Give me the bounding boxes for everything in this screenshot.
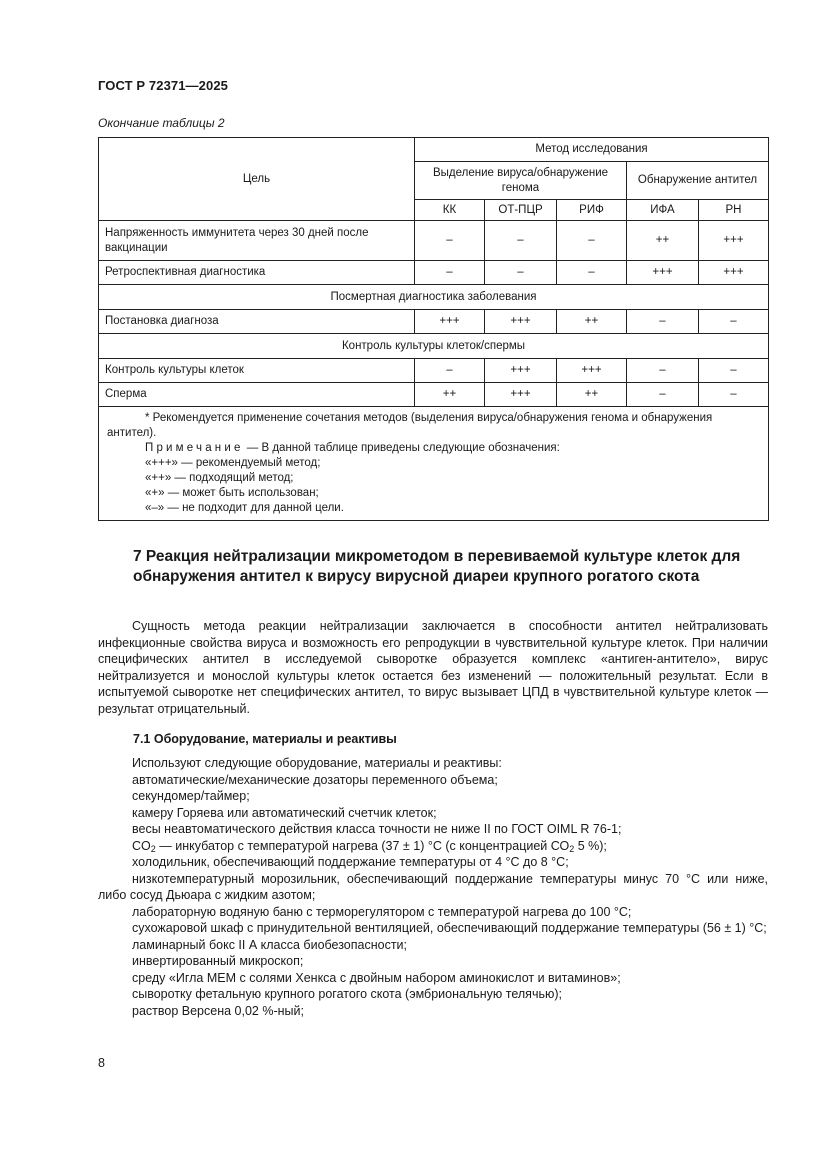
equipment-list [98,755,768,1019]
note-label: Примечание [145,442,244,454]
table-notes [99,407,769,521]
list-item: камеру Горяева или автоматический счетчик клеток; [132,805,437,820]
col-header: КК [415,200,485,221]
table-cell: +++ [699,221,769,261]
table-cell: – [415,359,485,383]
col-header: РН [699,200,769,221]
section-row-culture: Контроль культуры клеток/спермы [99,334,769,359]
section-row-postmortem: Посмертная диагностика заболевания [99,285,769,310]
list-item: секундомер/таймер; [132,789,250,803]
table-cell: ++ [557,383,627,407]
legend-item: «+++» — рекомендуемый метод; [145,457,321,469]
list-item: среду «Игла МЕМ с солями Хенкса с двойным набором аминокислот и витаминов»; [132,970,621,985]
methods-table [98,137,769,521]
section-title: 7 Реакция нейтрализации микрометодом в перевиваемой культуре клеток для обнаружения антител к вирусу вирусной диареи крупного рогатого скота [133,548,741,585]
note-text: — В данной таблице приведены следующие обозначения: [243,442,560,454]
co2-text: 5 %); [574,838,607,853]
section-paragraph: Сущность метода реакции нейтрализации заключается в способности антител нейтрализовать инфекционные свойства вируса и возможность его репродукции в чувствительной культуре клеток. При наличии специфических антител в исследуемой сыворотке образуется комплекс «антиген-антитело», вирус нейтрализуется и монослой культуры клеток остается без изменений — положительный результат. Если в испытуемой сыворотке нет специфических антител, то вирус вызывает ЦПД в чувствительной культуре клеток — результат отрицательный. [98,619,768,716]
header-method: Метод исследования [415,138,769,162]
table-row [99,261,769,285]
table-cell: – [627,359,699,383]
list-item: сыворотку фетальную крупного рогатого скота (эмбриональную телячью); [132,987,562,1001]
table-cell: ++ [415,383,485,407]
co2-text: CO [132,838,151,853]
row-label: Напряженность иммунитета через 30 дней после вакцинации [99,221,415,261]
table-cell: – [415,221,485,261]
co2-subscript: 2 [569,843,575,854]
table-cell: – [699,383,769,407]
header-group-isolation: Выделение вируса/обнаружение генома [415,162,627,200]
table-cell: – [627,310,699,334]
col-header: ОТ-ПЦР [485,200,557,221]
table-cell: – [557,261,627,285]
table-cell: – [699,359,769,383]
table-row [99,359,769,383]
co2-text: — инкубатор с температурой нагрева (37 ± 1) °С (с концентрацией СО [155,838,570,853]
table-note [107,441,760,456]
subsection-title: 7.1 Оборудование, материалы и реактивы [133,732,397,746]
row-label: Постановка диагноза [99,310,415,334]
list-item: сухожаровой шкаф с принудительной вентиляцией, обеспечивающий поддержание температуры (56 ± 1) °С; [132,921,767,935]
legend-item: «++» — подходящий метод; [145,472,294,484]
page-number: 8 [98,1056,105,1070]
table-cell: +++ [557,359,627,383]
legend-item: «+» — может быть использован; [145,487,319,499]
table-row [99,221,769,261]
table-cell: +++ [627,261,699,285]
row-label: Контроль культуры клеток [99,359,415,383]
list-item: холодильник, обеспечивающий поддержание температуры от 4 °С до 8 °С; [132,855,569,869]
legend-item: «–» — не подходит для данной цели. [145,502,344,514]
list-item: ламинарный бокс II А класса биобезопасности; [132,937,408,952]
col-header: РИФ [557,200,627,221]
table-cell: – [627,383,699,407]
table-cell: ++ [557,310,627,334]
page-header-standard: ГОСТ Р 72371—2025 [98,78,228,93]
list-item-co2-incubator [98,838,768,855]
table-cell: – [699,310,769,334]
table-cell: – [415,261,485,285]
table-cell: +++ [485,359,557,383]
row-label: Сперма [99,383,415,407]
table-cell: +++ [485,310,557,334]
table-cell: – [485,261,557,285]
list-item: лабораторную водяную баню с терморегулятором с температурой нагрева до 100 °С; [132,904,632,919]
col-header: ИФА [627,200,699,221]
row-label: Ретроспективная диагностика [99,261,415,285]
table-cell: +++ [415,310,485,334]
table-cell: – [485,221,557,261]
table-cell: +++ [485,383,557,407]
list-item: низкотемпературный морозильник, обеспечивающий поддержание температуры минус 70 °С или ниже, либо сосуд Дьюара с жидким азотом; [98,871,768,902]
header-group-antibodies: Обнаружение антител [627,162,769,200]
table-caption: Окончание таблицы 2 [98,116,225,130]
list-item: инвертированный микроскоп; [132,954,304,968]
co2-subscript: 2 [150,843,156,854]
list-item: раствор Версена 0,02 %-ный; [132,1003,304,1018]
table-cell: ++ [627,221,699,261]
list-item: весы неавтоматического действия класса точности не ниже II по ГОСТ OIML R 76-1; [132,822,622,836]
table-cell: – [557,221,627,261]
list-item: автоматические/механические дозаторы переменного объема; [132,772,498,787]
header-goal: Цель [99,138,415,221]
table-cell: +++ [699,261,769,285]
table-row [99,310,769,334]
table-footnote: * Рекомендуется применение сочетания методов (выделения вируса/обнаружения генома и обнаружения антител). [107,412,713,439]
table-row [99,383,769,407]
list-intro: Используют следующие оборудование, материалы и реактивы: [132,756,502,770]
